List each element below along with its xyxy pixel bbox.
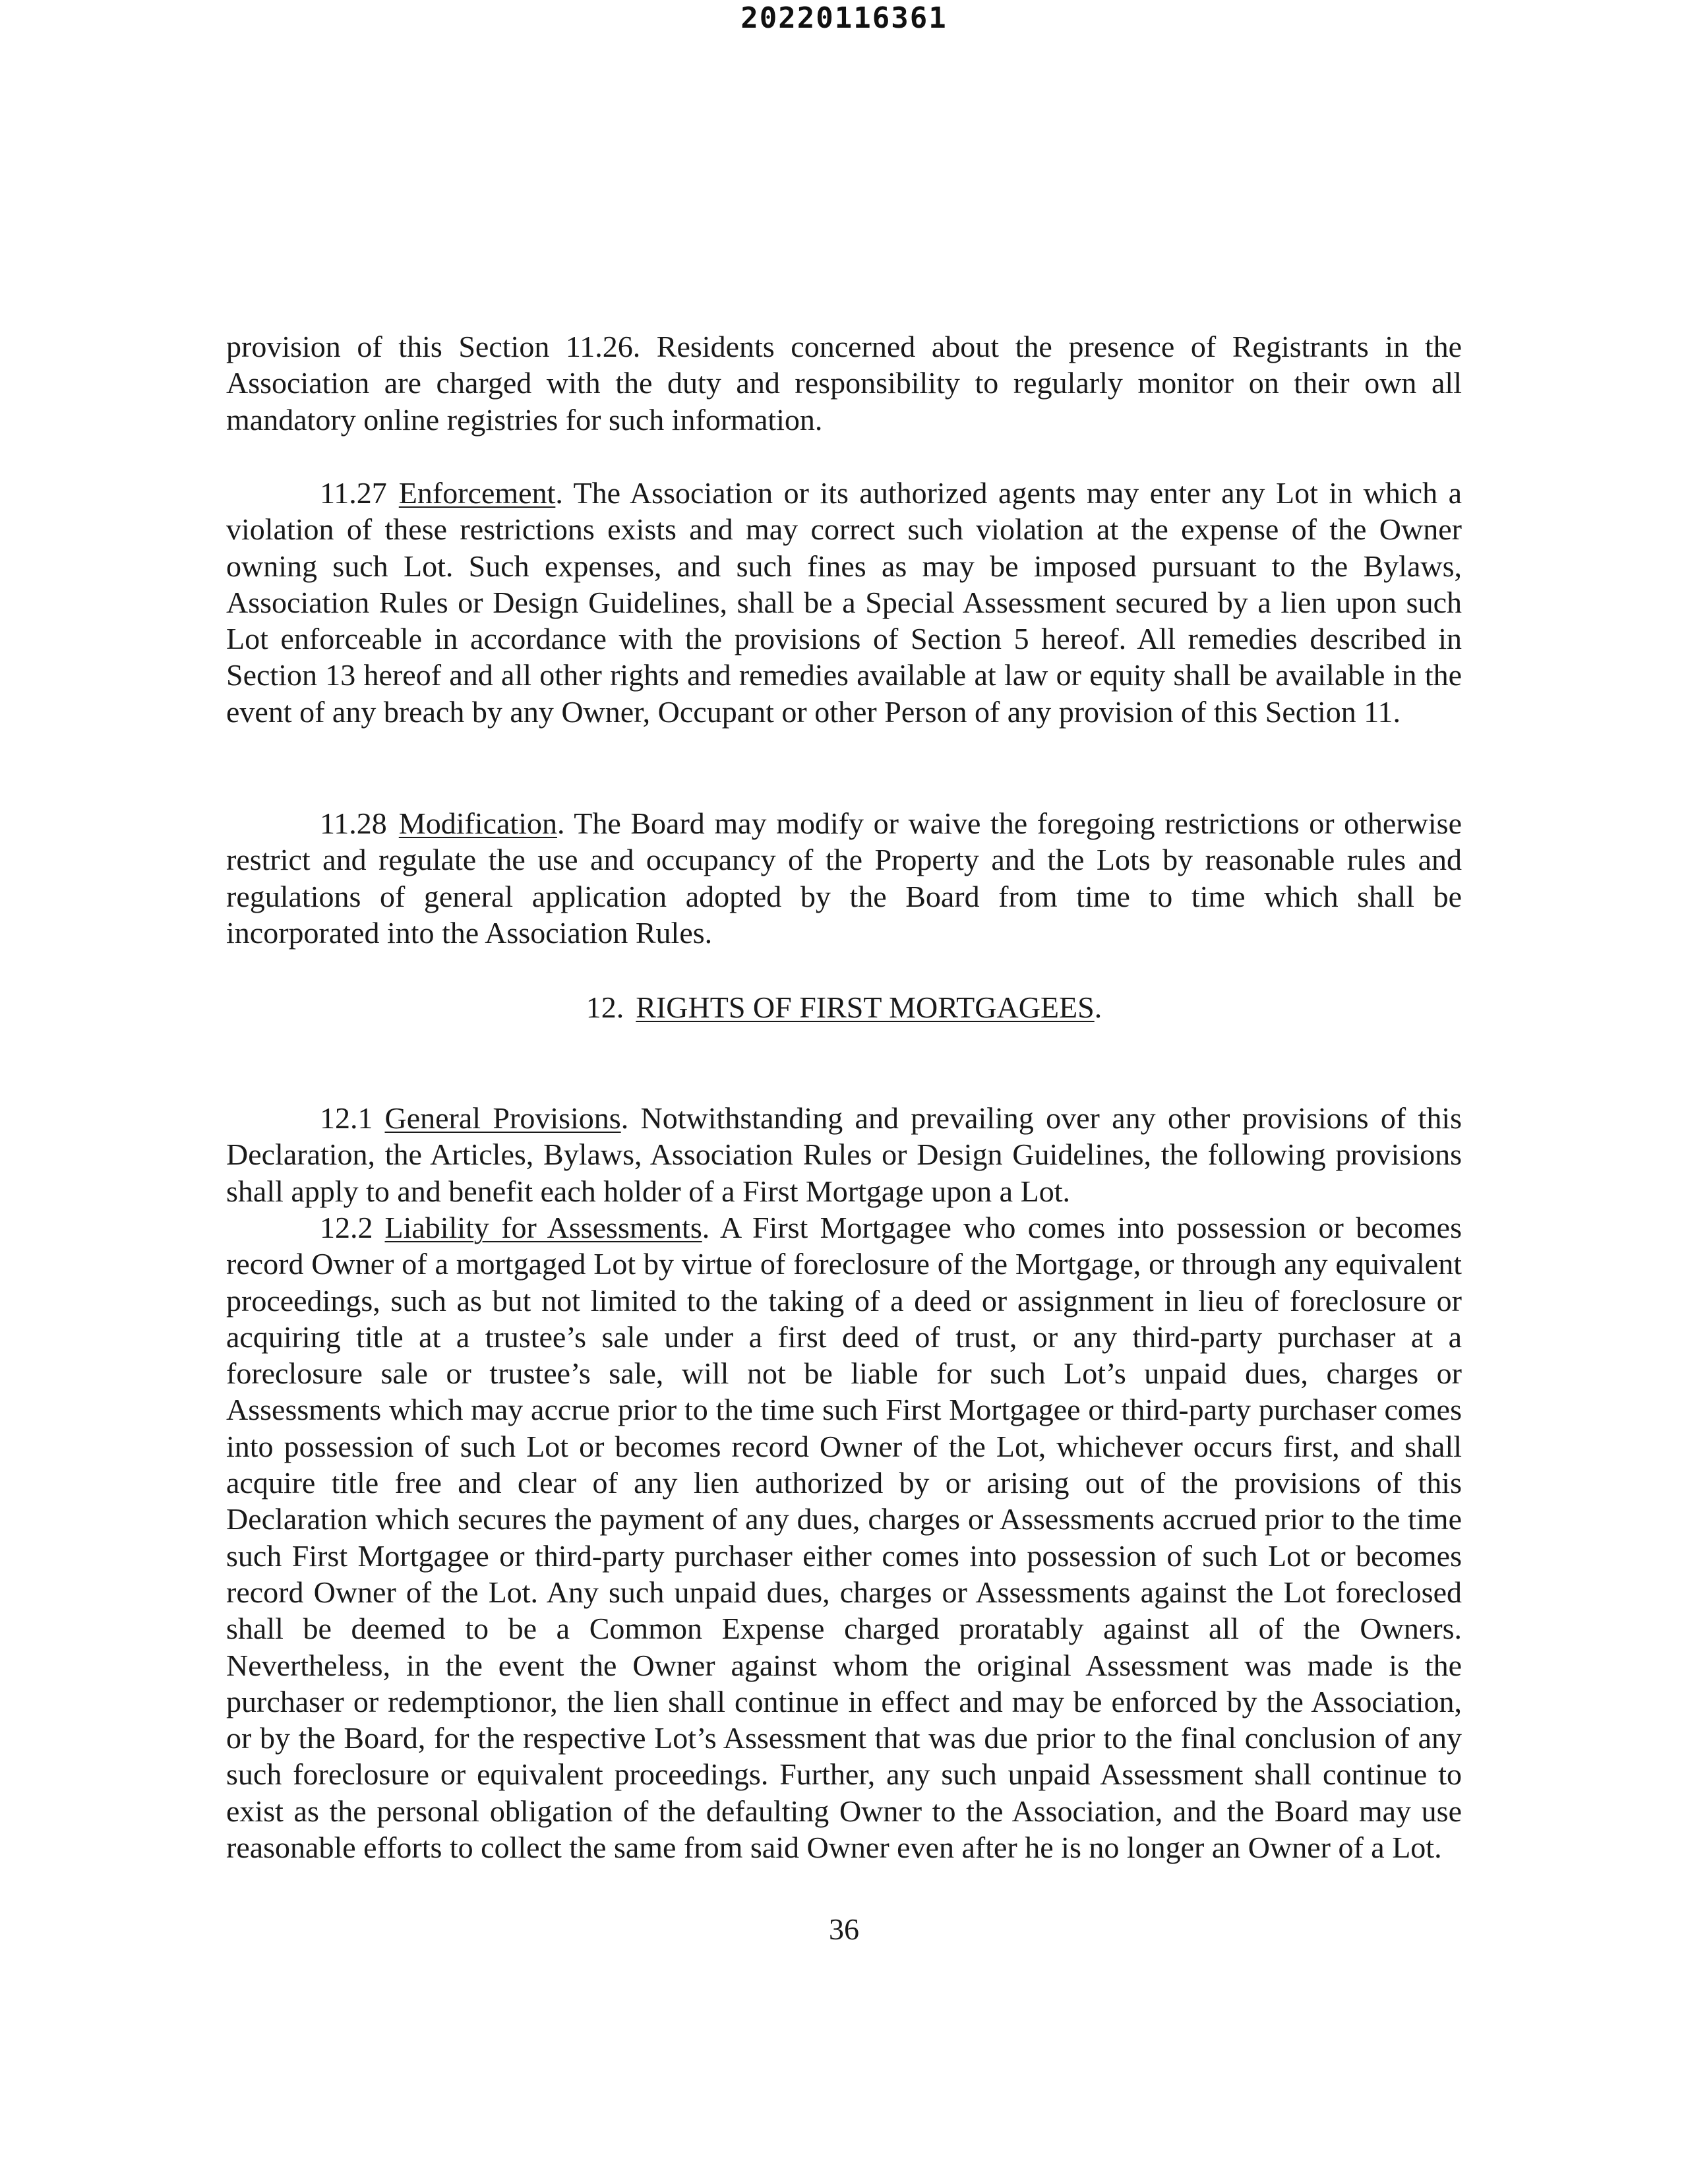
section-paragraph — [226, 1209, 1462, 1866]
section-12-2 — [226, 1209, 1462, 1866]
heading-number: 12. — [586, 990, 624, 1024]
section-11-27 — [226, 475, 1462, 730]
section-title: Modification — [398, 806, 557, 840]
section-paragraph — [226, 805, 1462, 951]
section-12-heading — [0, 989, 1688, 1025]
section-number: 12.2 — [320, 1211, 373, 1244]
document-number: 20220116361 — [740, 1, 948, 35]
section-title: Liability for Assessments — [384, 1211, 702, 1244]
heading-punct: . — [1094, 990, 1102, 1024]
section-number: 11.27 — [320, 476, 387, 510]
paragraph-text: provision of this Section 11.26. Residents concerned about the presence of Registrants in the Association are charged with the duty and responsibility to regularly monitor on their own all mandatory online registries for such information. — [226, 330, 1462, 437]
section-text: . The Board may modify or waive the foregoing restrictions or otherwise restrict and regulate the use and occupancy of the Property and the Lots by reasonable rules and regulations of general application adopted by the Board from time to time which shall be incorporated into the Association Rules. — [226, 806, 1462, 950]
page-number: 36 — [829, 1912, 859, 1946]
section-paragraph — [226, 1100, 1462, 1209]
section-11-28 — [226, 805, 1462, 951]
section-number: 12.1 — [320, 1101, 373, 1135]
section-text: . The Association or its authorized agents may enter any Lot in which a violation of these restrictions exists and may correct such violation at the expense of the Owner owning such Lot. Such expenses, and such fines as may be imposed pursuant to the Bylaws, Association Rules or Design Guidelines, shall be a Special Assessment secured by a lien upon such Lot enforceable in accordance with the provisions of Section 5 hereof. All remedies described in Section 13 hereof and all other rights and remedies available at law or equity shall be available in the event of any breach by any Owner, Occupant or other Person of any provision of this Section 11. — [226, 476, 1462, 729]
paragraph-continuation — [226, 328, 1462, 438]
section-number: 11.28 — [320, 806, 387, 840]
section-12-1 — [226, 1100, 1462, 1209]
section-title: General Provisions — [384, 1101, 621, 1135]
section-text: . Notwithstanding and prevailing over any other provisions of this Declaration, the Articles, Bylaws, Association Rules or Design Guidelines, the following provisions shall apply to and benefit each holder of a First Mortgage upon a Lot. — [226, 1101, 1462, 1208]
section-title: Enforcement — [398, 476, 556, 510]
section-paragraph — [226, 475, 1462, 730]
section-text: . A First Mortgagee who comes into possession or becomes record Owner of a mortgaged Lot by virtue of foreclosure of the Mortgage, or through any equivalent proceedings, such as but not limited to the taking of a deed or assignment in lieu of foreclosure or acquiring title at a trustee’s sale under a first deed of trust, or any third-party purchaser at a foreclosure sale or trustee’s sale, will not be liable for such Lot’s unpaid dues, charges or Assessments which may accrue prior to the time such First Mortgagee or third-party purchaser comes into possession of such Lot or becomes record Owner of the Lot, whichever occurs first, and shall acquire title free and clear of any lien authorized by or arising out of the provisions of this Declaration which secures the payment of any dues, charges or Assessments accrued prior to the time such First Mortgagee or third-party purchaser either comes into possession of such Lot or becomes record Owner of the Lot. Any such unpaid dues, charges or Assessments against the Lot foreclosed shall be deemed to be a Common Expense charged proratably against all of the Owners. Nevertheless, in the event the Owner against whom the original Assessment was made is the purchaser or redemptionor, the lien shall continue in effect and may be enforced by the Association, or by the Board, for the respective Lot’s Assessment that was due prior to the final conclusion of any such foreclosure or equivalent proceedings. Further, any such unpaid Assessment shall continue to exist as the personal obligation of the defaulting Owner to the Association, and the Board may use reasonable efforts to collect the same from said Owner even after he is no longer an Owner of a Lot. — [226, 1211, 1462, 1865]
heading-title: RIGHTS OF FIRST MORTGAGEES — [636, 990, 1095, 1024]
